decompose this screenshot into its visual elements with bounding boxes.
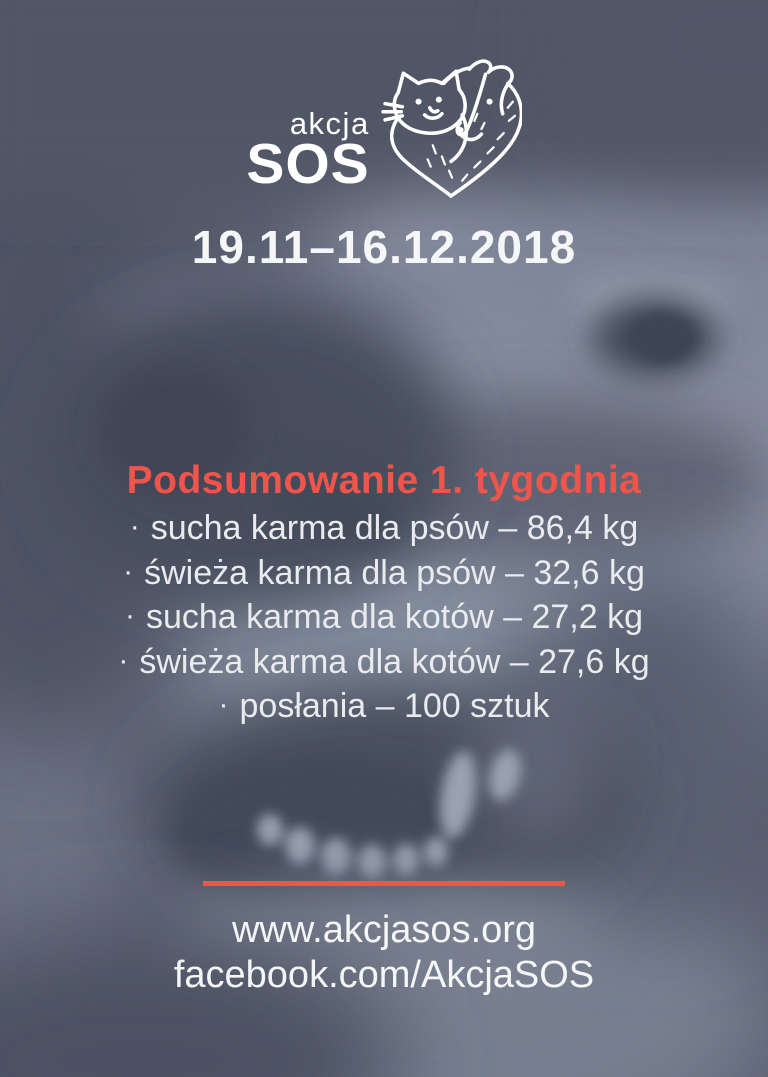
summary-item xyxy=(0,685,768,730)
logo-wordmark xyxy=(246,106,370,196)
summary-item xyxy=(0,596,768,641)
summary-item xyxy=(0,641,768,686)
facebook-url: facebook.com/AkcjaSOS xyxy=(173,954,595,996)
logo-wordmark-akcja: akcja xyxy=(289,106,370,141)
bullet-dot: · xyxy=(129,510,140,544)
summary-section xyxy=(0,458,768,730)
footer-links xyxy=(0,908,768,998)
logo-wordmark-sos: SOS xyxy=(246,132,370,196)
bullet-dot: · xyxy=(218,688,229,722)
summary-item xyxy=(0,552,768,597)
summary-item-text: sucha karma dla psów – 86,4 kg xyxy=(150,509,639,548)
divider-line xyxy=(203,881,565,886)
summary-heading: Podsumowanie 1. tygodnia xyxy=(126,459,642,502)
summary-item-text: posłania – 100 sztuk xyxy=(239,687,550,726)
summary-item-text: świeża karma dla psów – 32,6 kg xyxy=(144,553,645,592)
logo xyxy=(0,56,768,198)
cat-dog-heart-icon xyxy=(380,56,522,198)
bullet-dot: · xyxy=(124,599,135,633)
summary-item-text: sucha karma dla kotów – 27,2 kg xyxy=(145,598,644,637)
bullet-dot: · xyxy=(118,643,129,677)
website-url: www.akcjasos.org xyxy=(231,909,537,951)
date-range: 19.11–16.12.2018 xyxy=(191,221,577,273)
summary-item xyxy=(0,507,768,552)
bullet-dot: · xyxy=(123,554,134,588)
summary-list xyxy=(0,507,768,730)
summary-item-text: świeża karma dla kotów – 27,6 kg xyxy=(139,642,650,681)
